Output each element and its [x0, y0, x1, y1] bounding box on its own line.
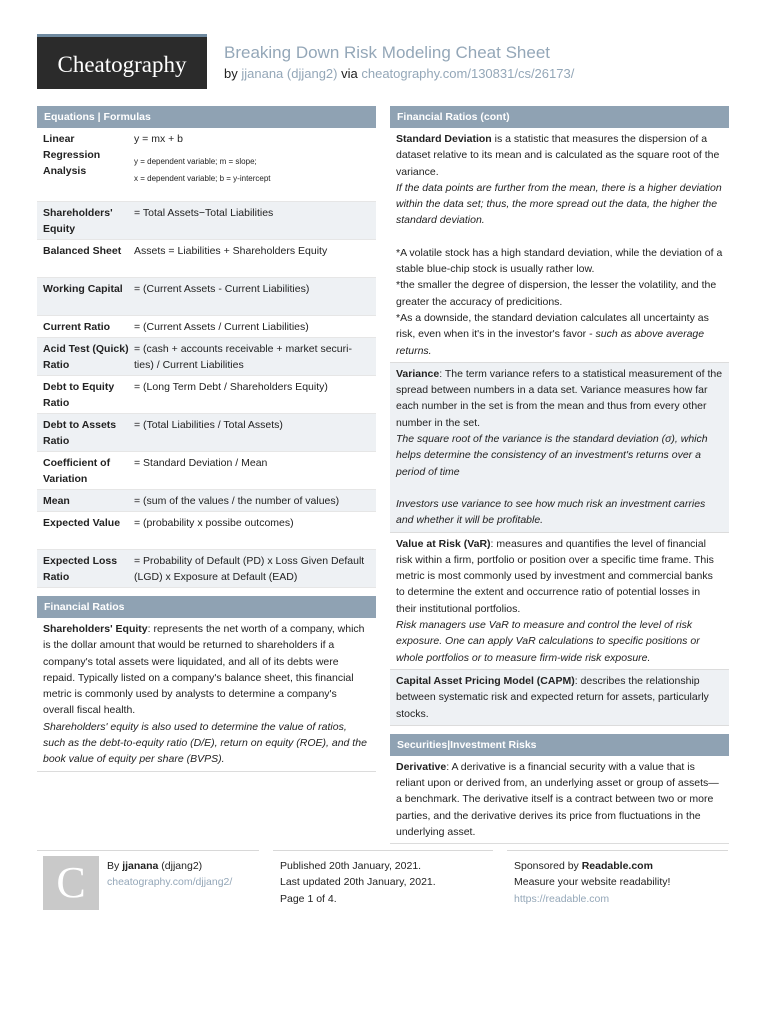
sponsored-label: Sponsored by — [514, 860, 579, 872]
equation-name: Expected Loss Ratio — [43, 555, 118, 583]
sponsor-line — [514, 858, 670, 874]
section-header-financial-ratios-cont: Financial Ratios (cont) — [390, 106, 729, 128]
italic-text: Risk managers use VaR to measure and control the level of risk exposure. One can apply VaR calculations to specific positions or whole portfolios or to measure firm-wide risk exposure. — [396, 619, 700, 664]
author-link[interactable]: jjanana (djjang2) — [241, 66, 338, 81]
page-title: Breaking Down Risk Modeling Cheat Sheet — [224, 43, 551, 62]
byline — [224, 66, 574, 81]
italic-note — [396, 617, 723, 666]
equation-name: Current Ratio — [43, 321, 111, 333]
capm-block — [390, 670, 729, 726]
formula-note: x = dependent variable; b = y-intercept — [134, 174, 271, 183]
section-header-financial-ratios: Financial Ratios — [37, 596, 376, 618]
table-row — [37, 338, 376, 376]
bullet-point — [396, 310, 723, 359]
sponsor-tagline: Measure your website readability! — [514, 876, 671, 889]
equation-formula: = Standard Deviation / Mean — [134, 457, 268, 469]
value-at-risk-block — [390, 533, 729, 670]
footer-dates — [280, 858, 436, 907]
table-row — [37, 550, 376, 588]
byline-by: by — [224, 66, 238, 81]
equation-formula: = Total Assets−Total Liabilities — [134, 207, 274, 219]
table-row — [37, 490, 376, 512]
standard-deviation-block — [390, 128, 729, 363]
footer-author-line — [107, 858, 232, 874]
footer-divider — [37, 850, 259, 851]
equation-name: Acid Test (Quick) Ratio — [43, 343, 129, 371]
footer-sponsor — [514, 858, 670, 907]
definition-text — [396, 131, 723, 180]
table-row — [37, 512, 376, 550]
definition-text — [396, 673, 723, 722]
equation-name: Expected Value — [43, 517, 121, 529]
italic-note — [396, 180, 723, 229]
table-row — [37, 414, 376, 452]
title-block — [224, 42, 574, 81]
derivative-block — [390, 756, 729, 844]
italic-note — [43, 719, 370, 768]
equation-name: Mean — [43, 495, 70, 507]
by-label: By — [107, 860, 120, 872]
bullet-text: *As a downside, the standard deviation calculates all uncertainty as risk, even when it's in the investor's favor - — [396, 311, 709, 341]
term: Standard Deviation — [396, 133, 492, 145]
right-column — [390, 106, 729, 844]
equation-formula: = (probability x possibe outcomes) — [134, 517, 294, 529]
footer-divider — [507, 850, 728, 851]
formula-note: y = dependent variable; m = slope; — [134, 157, 257, 166]
table-row — [37, 376, 376, 414]
term: Capital Asset Pricing Model (CAPM) — [396, 674, 575, 687]
table-row — [37, 240, 376, 278]
term: Value at Risk (VaR) — [396, 537, 491, 550]
italic-text: Shareholders' equity is also used to determine the value of ratios, such as the debt-to-equity ratio (D/E), return on equity (ROE), and the book value of equity per share (BVPS). — [43, 720, 367, 766]
definition-text — [396, 366, 723, 431]
equation-formula — [134, 130, 370, 199]
cheatography-logo[interactable]: Cheatography — [37, 34, 207, 89]
equation-name: Coefficient of Variation — [43, 457, 111, 485]
term-description: : The term variance refers to a statistical measurement of the spread between numbers in a data set. Variance measures how far each number in the set is from the mean and thus from every other number in the set. — [396, 367, 723, 429]
footer — [37, 850, 728, 920]
equation-formula: = Probability of Default (PD) x Loss Given Default (LGD) x Exposure at Default (EAD) — [134, 555, 365, 583]
italic-note — [396, 431, 723, 480]
equation-name: Working Capital — [43, 283, 123, 295]
updated-date: Last updated 20th January, 2021. — [280, 876, 436, 889]
italic-text: The square root of the variance is the standard deviation (σ), which helps determine the consistency of an investment's returns over a period of time — [396, 433, 708, 478]
italic-text: Investors use variance to see how much risk an investment carries and whether it will be profitable. — [396, 497, 706, 527]
equation-formula: = (Long Term Debt / Shareholders Equity) — [134, 381, 328, 393]
equation-name: Linear Regression Analysis — [43, 133, 101, 177]
section-header-securities: Securities|Investment Risks — [390, 734, 729, 756]
formula-text: y = mx + b — [134, 133, 184, 145]
equation-formula: = (Total Liabilities / Total Assets) — [134, 419, 283, 431]
shareholders-equity-block — [37, 618, 376, 772]
term: Variance — [396, 367, 440, 380]
definition-text — [43, 621, 370, 719]
equation-name: Debt to Equity Ratio — [43, 381, 115, 409]
author-handle: (djjang2) — [161, 860, 203, 872]
page-number: Page 1 of 4. — [280, 892, 337, 905]
cheatography-c-logo[interactable]: C — [43, 856, 99, 910]
author-name[interactable]: jjanana — [122, 860, 159, 872]
term-description: : A derivative is a financial security with a value that is reliant upon or derived from, an underlying asset or group of assets—a benchmark. The derivative itself is a contract between two or more parties, and the derivative derives its price from fluctuations in the underlying asset. — [396, 760, 719, 838]
table-row — [37, 316, 376, 338]
equation-name: Shareholders' Equity — [43, 207, 113, 235]
sponsor-name[interactable]: Readable.com — [581, 860, 653, 872]
term-description: is a statistic that measures the dispersion of a dataset relative to its mean and is calculated as the square root of the variance. — [396, 133, 720, 178]
byline-via: via — [341, 66, 358, 81]
table-row — [37, 202, 376, 240]
section-header-equations: Equations | Formulas — [37, 106, 376, 128]
italic-text: such as above average returns. — [396, 328, 705, 357]
left-column — [37, 106, 376, 772]
published-date: Published 20th January, 2021. — [280, 860, 422, 872]
term-description: : describes the relationship between systematic risk and expected return for assets, particularly stocks. — [396, 674, 709, 720]
term: Shareholders' Equity — [43, 623, 148, 635]
equation-formula: = (cash + accounts receivable + market securi- ties) / Current Liabilities — [134, 343, 352, 371]
definition-text — [396, 759, 723, 840]
equation-name: Debt to Assets Ratio — [43, 419, 117, 447]
term: Derivative — [396, 760, 447, 773]
footer-author — [107, 858, 232, 891]
equation-formula: Assets = Liabilities + Shareholders Equity — [134, 245, 328, 257]
equation-formula: = (Current Assets / Current Liabilities) — [134, 321, 309, 333]
equation-formula: = (Current Assets - Current Liabilities) — [134, 283, 310, 295]
bullet-point: *A volatile stock has a high standard deviation, while the deviation of a stable blue-chip stock is usually rather low. — [396, 246, 723, 276]
term-description: : measures and quantifies the level of financial risk within a firm, portfolio or position over a specific time frame. This metric is most commonly used by investment and commercial banks to determine the extent and occurrence ratio of potential losses in their institutional portfolios. — [396, 537, 714, 615]
equation-name: Balanced Sheet — [43, 245, 122, 257]
author-profile-link[interactable]: cheatography.com/djjang2/ — [107, 876, 233, 889]
bullet-point: *the smaller the degree of dispersion, the lesser the volatility, and the greater the accuracy of predicitions. — [396, 279, 717, 308]
variance-block — [390, 363, 729, 533]
table-row — [37, 128, 376, 202]
table-row — [37, 278, 376, 316]
sheet-url-link[interactable]: cheatography.com/130831/cs/26173/ — [361, 66, 575, 81]
definition-text — [396, 536, 723, 617]
equation-formula: = (sum of the values / the number of values) — [134, 495, 340, 507]
footer-divider — [273, 850, 493, 851]
term-description: : represents the net worth of a company, which is the dollar amount that would be returned to shareholders if a company's total assets were liquidated, and all of its debts were repaid. Typically listed on a company's balance sheet, this financial metric is commonly used by analysts to determine a company's overall fiscal health. — [43, 623, 365, 717]
sponsor-link[interactable]: https://readable.com — [514, 892, 610, 905]
italic-note — [396, 496, 723, 529]
italic-text: If the data points are further from the mean, there is a higher deviation within the data set; thus, the more spread out the data, the higher the standard deviation. — [396, 181, 722, 227]
table-row — [37, 452, 376, 490]
